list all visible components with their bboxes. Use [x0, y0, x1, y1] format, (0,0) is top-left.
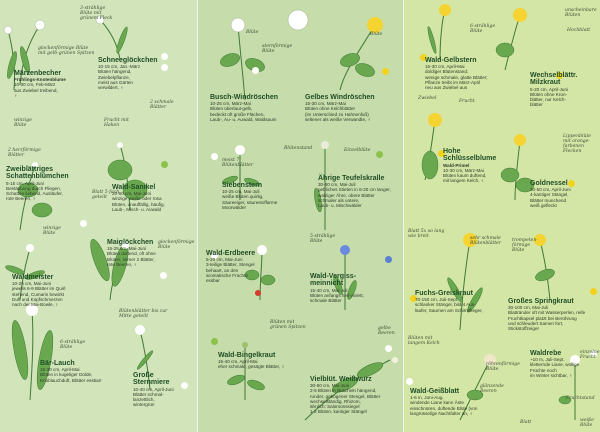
species-title: Wald-Sanikel	[112, 184, 156, 191]
annotation: glänzende Beeren	[480, 384, 504, 395]
species-milzkraut	[530, 72, 598, 107]
annotation: Zwiebel	[418, 96, 437, 101]
species-title: Großes Springkraut	[508, 298, 574, 305]
species-title: Siebenstern	[222, 182, 263, 189]
species-title: Wald-Vergiss- meinnicht	[310, 273, 357, 288]
species-title: Fuchs-Greiskraut	[415, 290, 473, 297]
annotation: Blüten mit grünen Spitzen	[270, 320, 306, 331]
species-subtitle: Wald-Primel	[443, 162, 470, 168]
annotation: einzelne Frucht	[580, 350, 600, 361]
annotation: Blatt	[520, 420, 532, 425]
color-dot-white	[406, 378, 413, 385]
species-description: 70-150 cm, Juli-Sept. schlanker Stängel, bildet Aus- läufer, Saumen am Schirmflieger,	[415, 297, 483, 313]
species-description: ~10 m, Juli-Sept. kletternde Liane, wollige Früchte noch im Winter sichtbar, ♀	[530, 357, 580, 378]
annotation: Einzelblüte	[344, 148, 371, 153]
annotation: 6-strählige Blüte	[60, 340, 86, 351]
annotation: 2 schmale Blätter	[150, 100, 174, 111]
species-description: 10-25 cm, März-Mai Blüten überlaut-gelb, bedeckt oft große Flächen, Laub-, Au- u. Auwald, Waldsaum	[210, 101, 277, 122]
species-goldstern	[425, 57, 515, 90]
color-dot-yellow	[590, 288, 597, 295]
species-description: 30-50 cm, April-Juni 4-kantiger Stängel, Blätter munchend weiß gefleckt	[530, 187, 571, 208]
species-goldnessel	[530, 180, 598, 208]
annotation: unscheinbare Blüten	[565, 8, 597, 19]
species-description: 15-30 cm, März-Mai Blüten ohne Kelchblätter (im Unterschied zu Hahnenfuß) seltener als weiße Verwandte, ♀	[305, 101, 372, 122]
species-description: 5-20 cm, April-Juni Blüten ohne Kron- blätter, nur Kelch- blätter	[530, 86, 569, 108]
annotation: sternförmige Blüte	[262, 44, 293, 55]
annotation: Blatt 5-fach geteilt	[92, 190, 120, 201]
species-description: 5-20 cm, Mai-Juni 3-teilige Blätter, Stengel behaart, an den aromatische Früchte essbar	[206, 257, 255, 283]
species-buschwind	[210, 94, 305, 122]
species-description: 15-40 cm, April-Mai eher schmale, gesägte Blätter, ♀	[218, 359, 285, 370]
species-walderdbeere	[206, 250, 286, 283]
species-description: 10-40 cm, April-Juni Blätter schmal- lanzettlich, wintergrün	[133, 386, 174, 408]
species-description: 15-30 cm, April-Mai doldiger Blütenstand; wenige schmale, glatte Blätter; Pflanze treibt im März-April neu aus Zwiebel aus	[425, 64, 488, 90]
color-dot-green	[211, 338, 218, 345]
species-fuchsgreis	[415, 290, 510, 313]
annotation: Lippenblüte mit orange- farbenen Flecken	[563, 134, 592, 155]
species-description: 10-25 cm, Mai-Juli weiße Blüten quirlig, Säureeiger, säurestoffarme Moorwälder	[222, 189, 278, 210]
annotation: 5-strählige Blüte	[310, 234, 336, 245]
species-description: 30-60 cm, Mai-Juni 2-5 Blüten in Büscheln hängend, runder, gebogener Stengel, Blätter wechselständig, Rhizom, ähnlich: Salomonssiegel 1-2 Blüten, kantiger Stängel	[310, 383, 381, 415]
species-description: 15-25 cm, Mai-Juni Blüten duftend, oft ohne Blüten, immer 2 Blätter, rote Beeren, ♀	[107, 246, 156, 267]
annotation: Blatt 5x so lang wie breit	[408, 229, 445, 240]
species-description: 15-40 cm, Mai-Juli Blüten anfangs hell-violett, schmale Blätter	[310, 287, 364, 303]
species-description: 1-6 m, Juni-Aug. windende Liane kann Äste einschnüren, duftende Blüte (von langrüsselige Nachtfalter an, ♀	[410, 395, 478, 416]
species-description: 30-80 cm, Mai-Juli gebliches Stieten in 6-20 cm langer, walziger Ähre, obere Blätter schmaler als untere, Laub- u. Mischwälder	[318, 182, 391, 208]
species-zweiblaettriges	[6, 166, 91, 201]
species-title: Zweiblättriges Schattenblümchen	[6, 166, 69, 181]
species-maerzenbecher	[14, 70, 99, 98]
species-description: 20-60 cm, Mai-Juni winzige weiße oder rosa Blüten, unauffällig, häufig, Laub-, Misch- u. Auwald	[112, 191, 165, 212]
annotation: Frucht mit Haken	[104, 118, 129, 129]
species-title: Wald-Geißblatt	[410, 388, 460, 395]
color-dot-yellow	[382, 68, 389, 75]
species-title: Wald-Erdbeere	[206, 250, 256, 257]
annotation: Blüte	[246, 30, 259, 35]
species-siebenstern	[222, 182, 312, 210]
color-dot-white	[160, 272, 167, 279]
color-dot-white	[385, 345, 392, 352]
species-title: Wald-Bingelkraut	[218, 352, 276, 359]
species-title: Goldnessel	[530, 180, 568, 187]
species-title: Große Sternmiere	[133, 372, 170, 387]
species-description: 10-25 cm, Mai-Juni jeweils 6-9 Blätter im Quirl stehend, Cumarin bewirkt Duft und Kopfschmerzen nach der Mai-Bowle, ♀	[12, 281, 66, 307]
annotation: 3-strählige Blüte mit grünem Fleck	[80, 6, 113, 22]
species-description: 5-15 cm, April-Juni Bestäubung durch Fliegen, Schatten liebend, Ausläufer, rote Beeren, ♀	[6, 180, 63, 202]
annotation: meist 7 Blütenblätter	[222, 158, 254, 169]
species-waldmeister	[12, 274, 97, 307]
species-title: Gelbes Windröschen	[305, 94, 375, 101]
annotation: Blüte	[370, 32, 383, 37]
annotation: sehr schmale Blütenblätter	[470, 236, 502, 247]
species-schluesselblume	[443, 148, 523, 183]
annotation: Fruchtstand	[566, 396, 595, 401]
annotation: trompeten- förmige Blüte	[512, 238, 538, 254]
species-title: Wechselblättr. Milzkraut	[530, 72, 578, 87]
species-title: Hohe Schlüsselblume	[443, 148, 497, 163]
species-title: Vielblüt. Weißwurz	[310, 376, 372, 383]
species-title: Schneeglöckchen	[98, 57, 158, 64]
species-title: Maiglöckchen	[107, 239, 154, 246]
color-dot-white	[252, 67, 259, 74]
annotation: weiße Blüte	[580, 418, 594, 429]
color-dot-blue	[385, 256, 392, 263]
annotation: Frucht	[459, 99, 475, 104]
species-title: Ährige Teufelskralle	[318, 175, 385, 182]
annotation: winzige Blüte	[14, 118, 32, 129]
species-title: Märzenbecher	[14, 70, 62, 77]
species-schneegloeckchen	[98, 57, 168, 90]
species-title: Waldmeister	[12, 274, 54, 281]
species-title: Busch-Windröschen	[210, 94, 278, 101]
species-description: 10-15 cm, Jan.-März Blüten hängend, Zwiebelpflanze, meist aus Gärten verwildert, ♀	[98, 64, 141, 90]
species-description: 30-100 cm, Mai-Juli Blattränder oft mit Wasserperlen, reife Fruchtkapsel platzt bei Berührung und schleudert Samen fort, Stickstoffzeiger	[508, 305, 586, 331]
species-vielblut	[310, 376, 403, 414]
annotation: gelbe Beeren	[378, 326, 395, 337]
species-title: Waldrebe	[530, 350, 562, 357]
annotation: winzige Blüte	[43, 226, 61, 237]
annotation: röhrenförmige Blüte	[486, 362, 520, 373]
color-dot-white	[211, 153, 218, 160]
annotation: Blütenstand	[284, 146, 313, 151]
species-springkraut	[508, 298, 598, 331]
annotation: Blüten mit langem Kelch	[408, 336, 440, 347]
species-description: 15-30 cm, April-Mai Blüten in kugeliger Dolde, Knoblauchduft, Blätter essbar!	[40, 367, 102, 383]
species-title: Bär-Lauch	[40, 360, 75, 367]
species-title: Wald-Gelbstern	[425, 57, 477, 64]
species-teufelskralle	[318, 175, 403, 208]
species-gelbwind	[305, 94, 405, 122]
color-dot-green	[376, 151, 383, 158]
color-dot-green	[161, 161, 168, 168]
species-description: 10-30 cm, Feb-März aus Zwiebel treibend, ♀	[14, 82, 58, 98]
annotation: 2 herzförmige Blätter	[8, 148, 41, 159]
species-subtitle: Frühlings-Knotenblume	[14, 77, 66, 83]
species-vergiss	[310, 273, 390, 303]
species-baerlauch	[40, 360, 120, 383]
annotation: glockenförmige Blüte	[158, 240, 195, 251]
color-dot-white	[80, 220, 87, 227]
species-sternmiere	[133, 372, 198, 407]
annotation: Hochblatt	[567, 28, 591, 33]
annotation: 6-strählige Blüte	[470, 24, 496, 35]
species-description: 10-30 cm, März-Mai Blüten kaum duftend, mit langem Kelch, ♀	[443, 167, 487, 184]
species-bingelkraut	[218, 352, 308, 370]
annotation: Blütenblätter bis zur Mitte geteilt	[119, 309, 168, 320]
species-sanikel	[112, 184, 197, 212]
annotation: glockenförmige Blüte mit gelb-grünen Spitzen	[38, 46, 95, 57]
